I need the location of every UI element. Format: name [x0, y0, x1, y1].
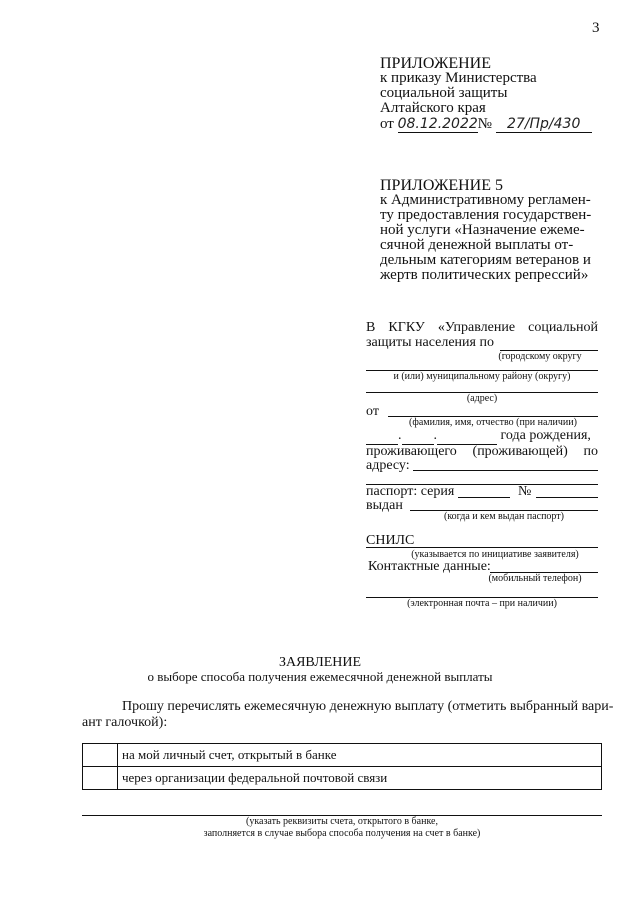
order-date-number — [380, 117, 602, 133]
addressee-line1 — [366, 320, 598, 336]
appendix5-block — [380, 178, 602, 283]
cap-fio: (фамилия, имя, отчество (при наличии) — [409, 417, 577, 428]
sep: . — [433, 428, 437, 443]
request-text: Прошу перечислять ежемесячную денежную выплату (отметить выбранный вари- — [122, 699, 614, 714]
option-checkbox-post[interactable] — [83, 767, 118, 790]
cap-email: (электронная почта – при наличии) — [407, 598, 557, 609]
options-table — [82, 743, 602, 790]
birth-line — [366, 428, 598, 445]
contacts-label: Контактные данные: — [368, 559, 491, 574]
snils-field[interactable] — [366, 533, 598, 548]
appendix5-line: жертв политических репрессий» — [380, 267, 589, 283]
appendix5-line: ту предоставления государствен- — [380, 207, 592, 223]
option-row — [83, 744, 602, 767]
cap-address: (адрес) — [466, 393, 498, 404]
appendix5-line: сячной денежной выплаты от- — [380, 237, 574, 253]
word: В — [366, 320, 376, 335]
word: «Управление — [437, 320, 516, 335]
sep: . — [398, 428, 402, 443]
order-date: 08.12.2022 — [397, 116, 478, 132]
address-label: адресу: — [366, 458, 410, 473]
snils-label: СНИЛС — [366, 533, 415, 548]
cap-requisites-2: заполняется в случае выбора способа получения на счет в банке) — [203, 828, 481, 839]
cap-snils: (указывается по инициативе заявителя) — [411, 549, 579, 560]
cap-city: (городскому округу — [498, 351, 582, 362]
word: по — [583, 444, 598, 459]
word: проживающего — [366, 444, 457, 459]
birth-month-field[interactable] — [402, 428, 434, 445]
option-label: через организации федеральной почтовой связи — [118, 767, 602, 790]
appendix-line: к приказу Министерства — [380, 70, 537, 86]
option-row — [83, 767, 602, 790]
birth-year-field[interactable] — [437, 428, 497, 445]
appendix-line: социальной защиты — [380, 85, 508, 101]
appendix-line: Алтайского края — [380, 100, 486, 116]
word: КГКУ — [388, 320, 425, 335]
order-number: 27/Пр/430 — [496, 117, 592, 133]
statement-subtitle: о выборе способа получения ежемесячной денежной выплаты — [147, 669, 493, 684]
passport-number-field[interactable] — [536, 497, 598, 498]
option-checkbox-bank[interactable] — [83, 744, 118, 767]
passport-series-field[interactable] — [458, 497, 510, 498]
passport-number-label: № — [518, 484, 532, 499]
appendix5-line: ной услуги «Назначение ежеме- — [380, 222, 585, 238]
appendix5-line: к Административному регламен- — [380, 192, 591, 208]
from-label: от — [380, 116, 394, 132]
appendix5-title: ПРИЛОЖЕНИЕ 5 — [380, 177, 504, 194]
appendix-order-block — [380, 56, 602, 133]
page-number: 3 — [592, 20, 600, 36]
issued-label: выдан — [366, 498, 403, 513]
birth-label: года рождения, — [500, 428, 591, 443]
number-label: № — [477, 116, 492, 132]
cap-municipal: и (или) муниципальному району (округу) — [393, 371, 571, 382]
appendix-title: ПРИЛОЖЕНИЕ — [380, 55, 492, 72]
birth-day-field[interactable] — [366, 428, 398, 445]
passport-label: паспорт: серия — [366, 484, 455, 499]
cap-issued: (когда и кем выдан паспорт) — [443, 511, 564, 522]
appendix5-line: дельным категориям ветеранов и — [380, 252, 591, 268]
word: (проживающей) — [472, 444, 568, 459]
request-text-2: ант галочкой): — [82, 715, 168, 730]
residence-field-line[interactable] — [413, 470, 598, 471]
word: социальной — [528, 320, 598, 335]
option-label: на мой личный счет, открытый в банке — [118, 744, 602, 767]
addressee-line2: защиты населения по — [366, 335, 494, 350]
cap-requisites-1: (указать реквизиты счета, открытого в банке, — [246, 816, 438, 827]
cap-phone: (мобильный телефон) — [488, 573, 582, 584]
from-label: от — [366, 404, 379, 419]
statement-title: ЗАЯВЛЕНИЕ — [278, 655, 362, 670]
